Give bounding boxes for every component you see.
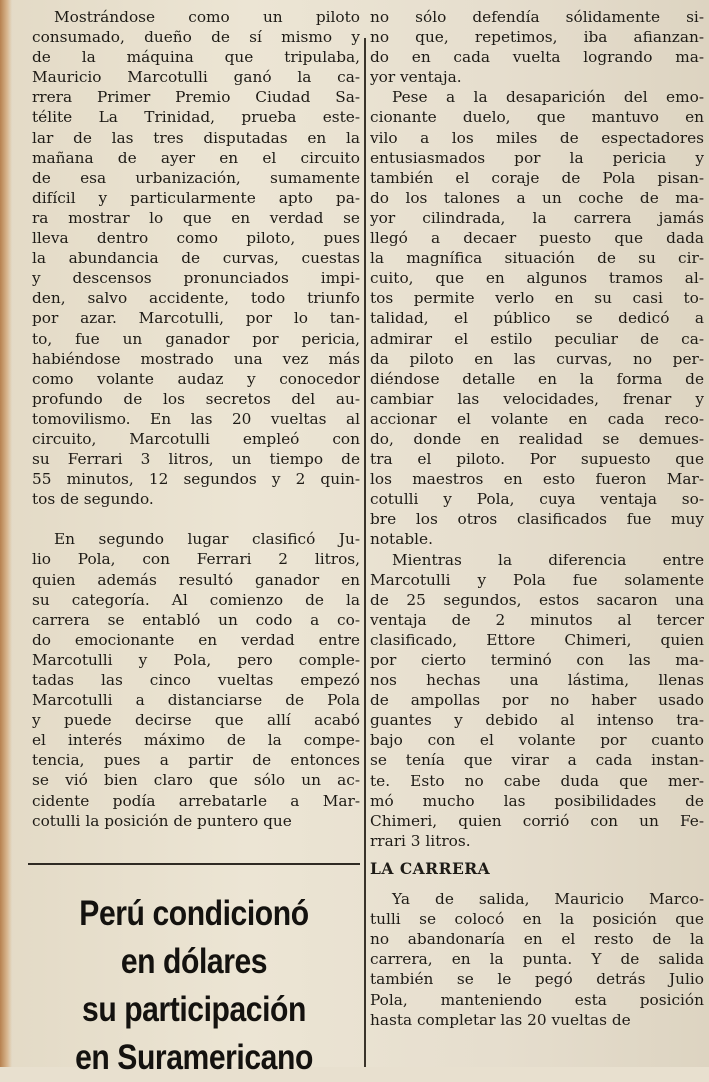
text-line: notable. xyxy=(370,530,433,549)
text-line: bre los otros clasificados fue muy xyxy=(370,510,704,529)
text-line: accionar el volante en cada reco- xyxy=(370,409,704,428)
left-paragraph-1 xyxy=(32,7,360,509)
text-line: de 25 segundos, estos sacaron una xyxy=(370,590,704,609)
text-line: llegó a decaer puesto que dada xyxy=(370,229,704,248)
text-line: lar de las tres disputadas en la xyxy=(32,128,360,147)
headline-rule xyxy=(28,863,360,865)
text-line: Marcotulli y Pola, pero comple- xyxy=(32,650,360,669)
text-line: también se le pegó detrás Julio xyxy=(370,970,704,989)
text-line: nos hechas una lástima, llenas xyxy=(370,671,704,690)
text-line: 55 minutos, 12 segundos y 2 quin- xyxy=(32,470,360,489)
text-line: cuito, que en algunos tramos al- xyxy=(370,269,704,288)
headline xyxy=(53,890,335,1082)
text-line: Chimeri, quien corrió con un Fe- xyxy=(370,811,704,830)
text-line: cionante duelo, que mantuvo en xyxy=(370,108,704,127)
text-line: Ya de salida, Mauricio Marco- xyxy=(392,890,704,909)
text-line: Marcotulli y Pola fue solamente xyxy=(370,570,704,589)
text-line: también el coraje de Pola pisan- xyxy=(370,168,704,187)
text-line: Mientras la diferencia entre xyxy=(392,550,704,569)
text-line: hasta completar las 20 vueltas de xyxy=(370,1010,631,1029)
text-line: por azar. Marcotulli, por lo tan- xyxy=(32,309,360,328)
text-line: no abandonaría en el resto de la xyxy=(370,930,704,949)
text-line: lio Pola, con Ferrari 2 litros, xyxy=(32,550,360,569)
text-line: mó mucho las posibilidades de xyxy=(370,791,704,810)
text-line: tulli se colocó en la posición que xyxy=(370,910,704,929)
text-line: circuito, Marcotulli empleó con xyxy=(32,429,360,448)
text-line: por cierto terminó con las ma- xyxy=(370,651,704,669)
text-line: bajo con el volante por cuanto xyxy=(370,731,704,750)
text-line: ra mostrar lo que en verdad se xyxy=(32,208,360,227)
right-paragraph-1 xyxy=(370,7,704,87)
text-line: cidente podía arrebatarle a Mar- xyxy=(32,791,360,810)
left-paragraph-2 xyxy=(32,529,360,830)
text-line: Pola, manteniendo esta posición xyxy=(370,990,704,1009)
text-line: do, donde en realidad se demues- xyxy=(370,429,704,448)
section-subheading: LA CARRERA xyxy=(370,858,491,878)
right-paragraph-2 xyxy=(370,87,704,549)
text-line: habiéndose mostrado una vez más xyxy=(32,349,360,368)
text-line: Mostrándose como un piloto xyxy=(54,8,360,26)
text-line: do los talones a un coche de ma- xyxy=(370,188,704,207)
text-line: tomovilismo. En las 20 vueltas al xyxy=(32,409,360,428)
text-line: tra el piloto. Por supuesto que xyxy=(370,450,704,469)
text-line: to, fue un ganador por pericia, xyxy=(32,329,360,348)
text-line: Mauricio Marcotulli ganó la ca- xyxy=(32,68,360,87)
headline-line-3: su participación xyxy=(82,990,306,1029)
text-line: do en cada vuelta logrando ma- xyxy=(370,48,704,67)
text-line: no sólo defendía sólidamente si- xyxy=(370,8,704,26)
text-line: como volante audaz y conocedor xyxy=(32,369,360,388)
text-line: cambiar las velocidades, frenar y xyxy=(370,389,704,408)
text-line: cotulli y Pola, cuya ventaja so- xyxy=(370,490,704,509)
text-line: se tenía que virar a cada instan- xyxy=(370,751,704,770)
text-line: los maestros en esto fueron Mar- xyxy=(370,470,704,489)
text-line: vilo a los miles de espectadores xyxy=(370,128,704,147)
text-line: la abundancia de curvas, cuestas xyxy=(32,249,360,268)
text-line: diéndose detalle en la forma de xyxy=(370,369,704,388)
text-line: rrari 3 litros. xyxy=(370,831,471,850)
text-line: carrera, en la punta. Y de salida xyxy=(370,950,704,969)
text-line: yor ventaja. xyxy=(370,68,462,87)
text-line: tadas las cinco vueltas empezó xyxy=(32,671,360,689)
text-line: la magnífica situación de su cir- xyxy=(370,249,704,268)
text-line: y descensos pronunciados impi- xyxy=(32,269,360,288)
paper-edge xyxy=(0,0,12,1067)
text-line: profundo de los secretos del au- xyxy=(32,389,360,408)
text-line: Marcotulli a distanciarse de Pola xyxy=(32,691,360,710)
text-line: clasificado, Ettore Chimeri, quien xyxy=(370,630,704,649)
text-line: talidad, el público se dedicó a xyxy=(370,309,704,328)
text-line: guantes y debido al intenso tra- xyxy=(370,711,704,730)
text-line: Pese a la desaparición del emo- xyxy=(392,88,704,107)
text-line: y puede decirse que allí acabó xyxy=(32,711,360,730)
headline-line-1: Perú condicionó xyxy=(79,894,309,933)
text-line: no que, repetimos, iba afianzan- xyxy=(370,28,704,47)
text-line: de esa urbanización, sumamente xyxy=(32,168,360,187)
text-line: do emocionante en verdad entre xyxy=(32,630,360,649)
text-line: cotulli la posición de puntero que xyxy=(32,811,292,830)
text-line: tencia, pues a partir de entonces xyxy=(32,751,360,770)
text-line: su Ferrari 3 litros, un tiempo de xyxy=(32,450,360,469)
right-paragraph-4 xyxy=(370,889,704,1030)
text-line: quien además resultó ganador en xyxy=(32,570,360,589)
text-line: entusiasmados por la pericia y xyxy=(370,148,704,167)
text-line: ventaja de 2 minutos al tercer xyxy=(370,610,704,629)
column-rule xyxy=(364,38,366,1067)
text-line: de la máquina que tripulaba, xyxy=(32,48,360,67)
right-column xyxy=(370,7,704,1030)
text-line: tos permite verlo en su casi to- xyxy=(370,289,704,308)
text-line: te. Esto no cabe duda que mer- xyxy=(370,771,704,790)
text-line: el interés máximo de la compe- xyxy=(32,731,360,750)
text-line: difícil y particularmente apto pa- xyxy=(32,188,360,207)
text-line: admirar el estilo peculiar de ca- xyxy=(370,329,704,348)
text-line: En segundo lugar clasificó Ju- xyxy=(54,530,360,549)
text-line: lleva dentro como piloto, pues xyxy=(32,229,360,248)
text-line: consumado, dueño de sí mismo y xyxy=(32,28,360,47)
headline-line-4: en Suramericano xyxy=(75,1038,313,1077)
text-line: yor cilindrada, la carrera jamás xyxy=(370,208,704,227)
text-line: se vió bien claro que sólo un ac- xyxy=(32,771,360,790)
text-line: mañana de ayer en el circuito xyxy=(32,148,360,167)
text-line: su categoría. Al comienzo de la xyxy=(32,590,360,609)
left-column xyxy=(32,7,360,831)
text-line: rrera Primer Premio Ciudad Sa- xyxy=(32,88,360,107)
headline-line-2: en dólares xyxy=(120,942,268,981)
text-line: télite La Trinidad, prueba este- xyxy=(32,108,360,127)
text-line: tos de segundo. xyxy=(32,490,154,509)
right-paragraph-3 xyxy=(370,550,704,851)
text-line: carrera se entabló un codo a co- xyxy=(32,610,360,629)
text-line: de ampollas por no haber usado xyxy=(370,691,704,710)
text-line: den, salvo accidente, todo triunfo xyxy=(32,289,360,308)
text-line: da piloto en las curvas, no per- xyxy=(370,349,704,368)
